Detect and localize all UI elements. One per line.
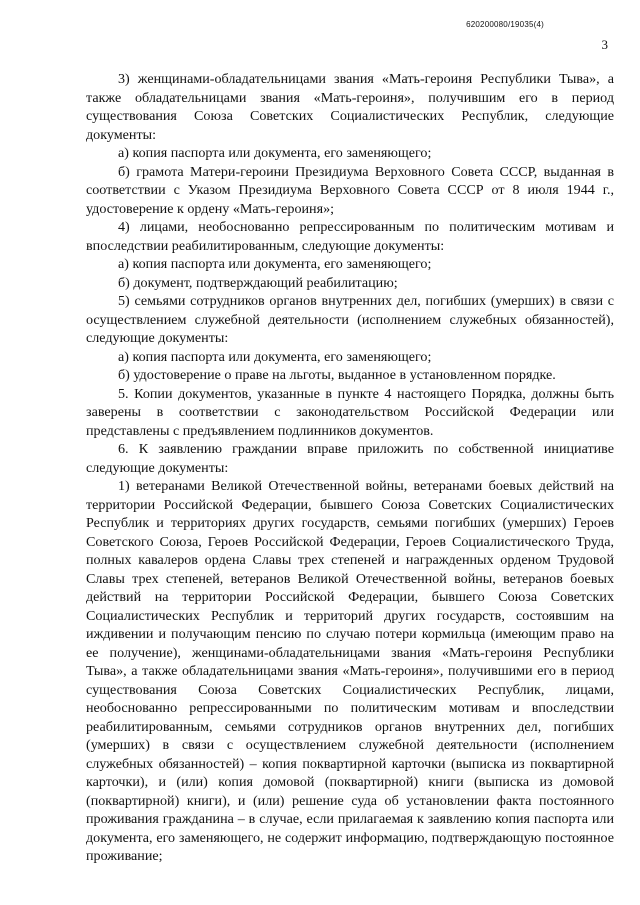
paragraph: б) документ, подтверждающий реабилитацию; <box>118 274 398 291</box>
paragraph: а) копия паспорта или документа, его заменяющего; <box>118 348 432 365</box>
page-number: 3 <box>601 37 608 52</box>
paragraph: 4) лицами, необоснованно репрессированным по политическим мотивам и впоследствии реабилитированным, следующие документы: <box>86 219 614 254</box>
paragraph: 1) ветеранами Великой Отечественной войны, ветеранами боевых действий на территории Российской Федерации, бывшего Союза Советских Социалистических Республик и территориях других государств, семьями погибших (умерших) Героев Советского Союза, Героев Российской Федерации, Героев Социалистического Труда, полных кавалеров ордена Славы трех степеней и награжденных орденом Трудовой Славы трех степеней, ветеранов Великой Отечественной войны, ветеранов боевых действий на территории Российской Федерации, бывшего Союза Советских Социалистических Республик и территорий других государств, состоявшим на иждивении и получающим пенсию по случаю потери кормильца (имеющим право на ее получение), женщинами-обладательницами звания «Мать-героиня Республики Тыва», а также обладательницами звания «Мать-героиня», получившими его в период существования Союза Советских Социалистических Республик, лицами, необоснованно репрессированными по политическим мотивам и впоследствии реабилитированным, семьями сотрудников органов внутренних дел, погибших (умерших) в связи с осуществлением служебной деятельности (исполнением служебных обязанностей) – копия поквартирной карточки (выписка из поквартирной карточки), и (или) копия домовой (поквартирной) книги (выписка из домовой (поквартирной) книги), и (или) решение суда об установлении факта постоянного проживания гражданина – в случае, если прилагаемая к заявлению копия паспорта или документа, его заменяющего, не содержит информацию, подтверждающую постоянное проживание; <box>86 478 614 864</box>
document-body <box>86 70 614 866</box>
paragraph: 5. Копии документов, указанные в пункте 4 настоящего Порядка, должны быть заверены в соответствии с законодательством Российской Федерации или представлены с предъявлением подлинников документов. <box>86 385 614 439</box>
paragraph: б) грамота Матери-героини Президиума Верховного Совета СССР, выданная в соответствии с Указом Президиума Верховного Совета СССР от 8 июля 1944 г., удостоверение к ордену «Мать-героиня»; <box>86 163 614 217</box>
paragraph: а) копия паспорта или документа, его заменяющего; <box>118 256 432 272</box>
document-number: 620200080/19035(4) <box>466 20 544 29</box>
paragraph: 3) женщинами-обладательницами звания «Мать-героиня Республики Тыва», а также обладательницами звания «Мать-героиня», получившим его в период существования Союза Советских Социалистических Республик, следующие документы: <box>86 71 614 143</box>
paragraph: б) удостоверение о праве на льготы, выданное в установленном порядке. <box>118 367 556 383</box>
paragraph: а) копия паспорта или документа, его заменяющего; <box>118 145 432 161</box>
paragraph: 6. К заявлению граждании вправе приложить по собственной инициативе следующие документы: <box>86 441 614 476</box>
paragraph: 5) семьями сотрудников органов внутренних дел, погибших (умерших) в связи с осуществлением служебной деятельности (исполнением служебных обязанностей), следующие документы: <box>86 293 614 346</box>
